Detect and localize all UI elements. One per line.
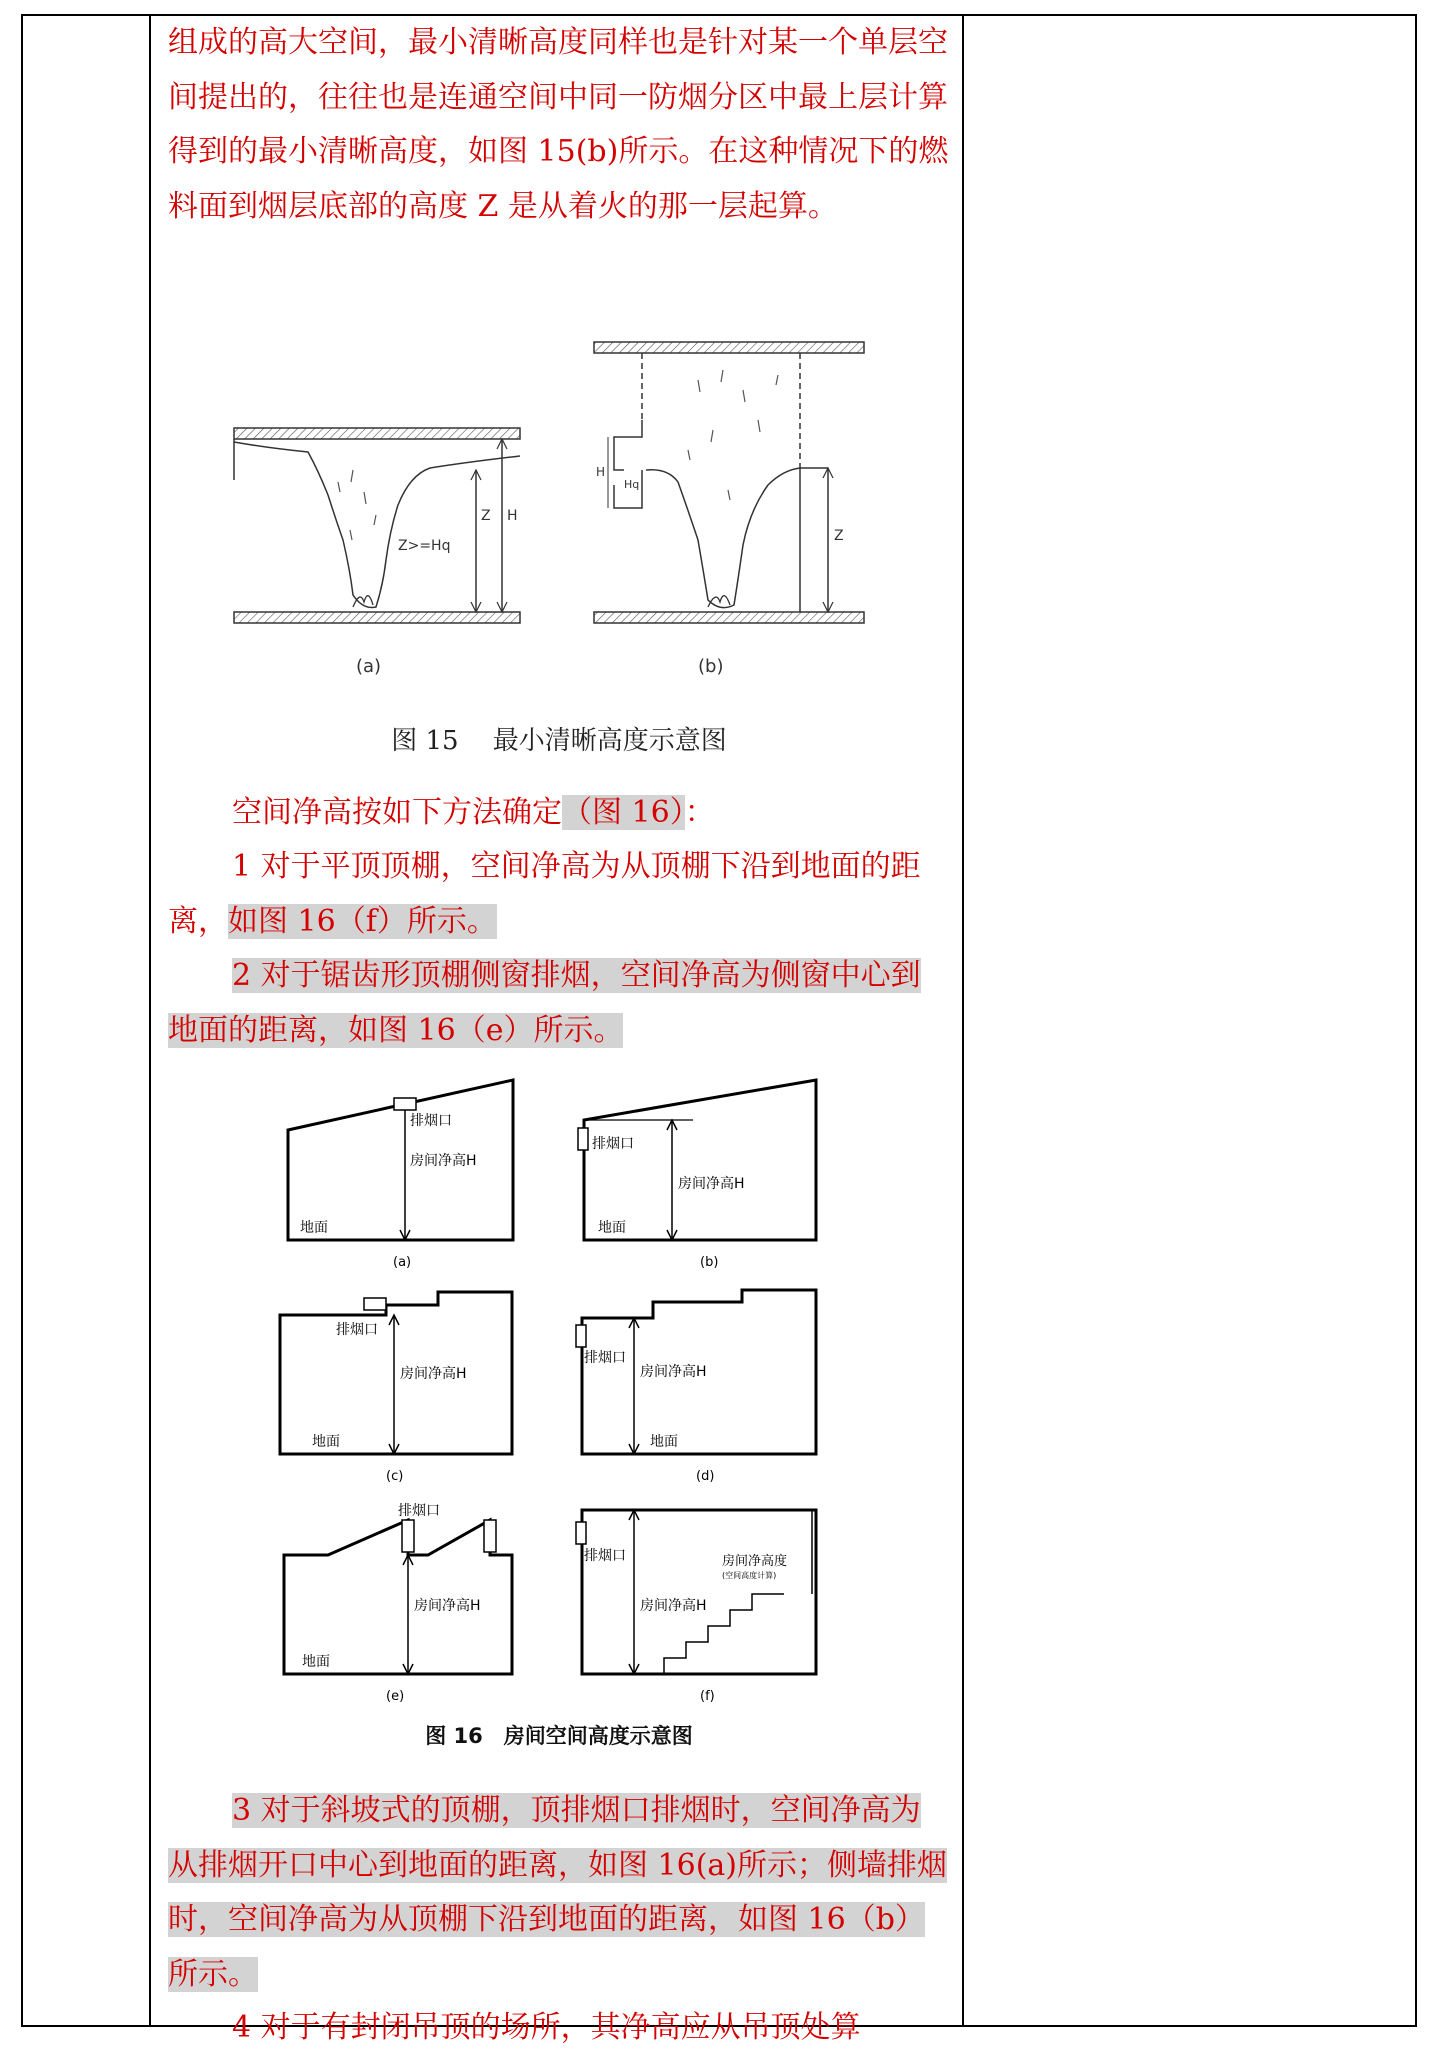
paragraph-1: 组成的高大空间，最小清晰高度同样也是针对某一个单层空间提出的，往往也是连通空间中同一防烟分区中最上层计算得到的最小清晰高度，如图 15(b)所示。在这种情况下的燃料面到烟层底部的高度 Z 是从着火的那一层起算。 [168, 25, 949, 224]
figure-16c-label: (c) [386, 1469, 404, 1484]
figure-15a-label: (a) [356, 656, 382, 677]
paragraph-3 [168, 840, 950, 949]
figure-16b-label: (b) [700, 1255, 719, 1270]
figure-16e-vent-label: 排烟口 [398, 1503, 440, 1519]
figure-16a-height-label: 房间净高H [410, 1153, 477, 1169]
paragraph-2-highlight: （图 16） [562, 795, 685, 830]
figure-16b-height-label: 房间净高H [678, 1176, 745, 1192]
figure-16c [280, 1292, 512, 1484]
figure-16e-height-label: 房间净高H [414, 1598, 481, 1614]
figure-15b-label: (b) [698, 656, 724, 677]
figure-16d-label: (d) [696, 1469, 715, 1484]
figure-16f-height-note: (空间高度计算) [722, 1571, 777, 1580]
paragraph-2 [168, 786, 950, 841]
paragraph-4 [168, 949, 950, 1058]
figure-16d [576, 1290, 816, 1484]
table-column-divider-left [149, 14, 151, 2027]
paragraph-5-highlight: 3 对于斜坡式的顶棚，顶排烟口排烟时，空间净高为从排烟开口中心到地面的距离，如图 16(a)所示；侧墙排烟时，空间净高为从顶棚下沿到地面的距离，如图 16（b）所示。 [168, 1793, 948, 1992]
figure-15a-z-label: Z [481, 508, 491, 524]
paragraph-2-colon: ： [684, 795, 715, 830]
figure-15b [594, 342, 864, 677]
figure-16c-height-label: 房间净高H [400, 1366, 467, 1382]
figure-16a-label: (a) [393, 1255, 412, 1270]
figure-15a [234, 428, 520, 677]
paragraph-6: 4 对于有封闭吊顶的场所，其净高应从吊顶处算 [232, 2010, 861, 2045]
figure-16e-label: (e) [386, 1689, 405, 1704]
figure-15b-z-label: Z [834, 528, 844, 544]
figure-16f-height-label: 房间净高H [640, 1598, 707, 1614]
figure-16b [578, 1080, 816, 1270]
paragraph-2-text: 空间净高按如下方法确定 [232, 795, 562, 830]
paragraph-3-text: 1 对于平顶顶棚，空间净高为从顶棚下沿到地面的距离， [168, 849, 921, 939]
paragraph-4-highlight: 2 对于锯齿形顶棚侧窗排烟，空间净高为侧窗中心到地面的距离，如图 16（e）所示。 [168, 958, 921, 1048]
figure-15b-hq-label: Hq [624, 478, 640, 491]
figure-16-diagram [268, 1070, 848, 1770]
paragraph-3-highlight: 如图 16（f）所示。 [228, 903, 497, 939]
figure-16b-floor-label: 地面 [598, 1220, 626, 1236]
figure-16d-vent-label: 排烟口 [584, 1350, 626, 1366]
figure-16f-label: (f) [700, 1689, 715, 1704]
table-column-divider-right [962, 14, 964, 2027]
figure-15a-formula: Z>=Hq [398, 538, 451, 554]
figure-16d-height-label: 房间净高H [640, 1364, 707, 1380]
figure-15b-h-label: H [596, 465, 606, 479]
figure-16-caption: 图 16 房间空间高度示意图 [425, 1724, 693, 1748]
figure-16a-floor-label: 地面 [300, 1220, 328, 1236]
figure-16e-floor-label: 地面 [302, 1654, 330, 1670]
figure-16f [576, 1510, 816, 1704]
figure-16a-vent-label: 排烟口 [410, 1113, 452, 1129]
figure-15-diagram [168, 320, 950, 780]
paragraph-5 [168, 1784, 950, 2002]
figure-16f-vent-label: 排烟口 [584, 1548, 626, 1564]
figure-16c-vent-label: 排烟口 [336, 1322, 378, 1338]
figure-16f-height-label-2: 房间净高度 [722, 1554, 788, 1569]
figure-15a-h-label: H [507, 508, 518, 524]
figure-16d-floor-label: 地面 [650, 1434, 678, 1450]
figure-16c-floor-label: 地面 [312, 1434, 340, 1450]
figure-16a [288, 1080, 513, 1270]
figure-15-caption: 图 15 最小清晰高度示意图 [391, 726, 727, 756]
figure-16e [284, 1502, 512, 1704]
figure-16b-vent-label: 排烟口 [592, 1136, 634, 1152]
